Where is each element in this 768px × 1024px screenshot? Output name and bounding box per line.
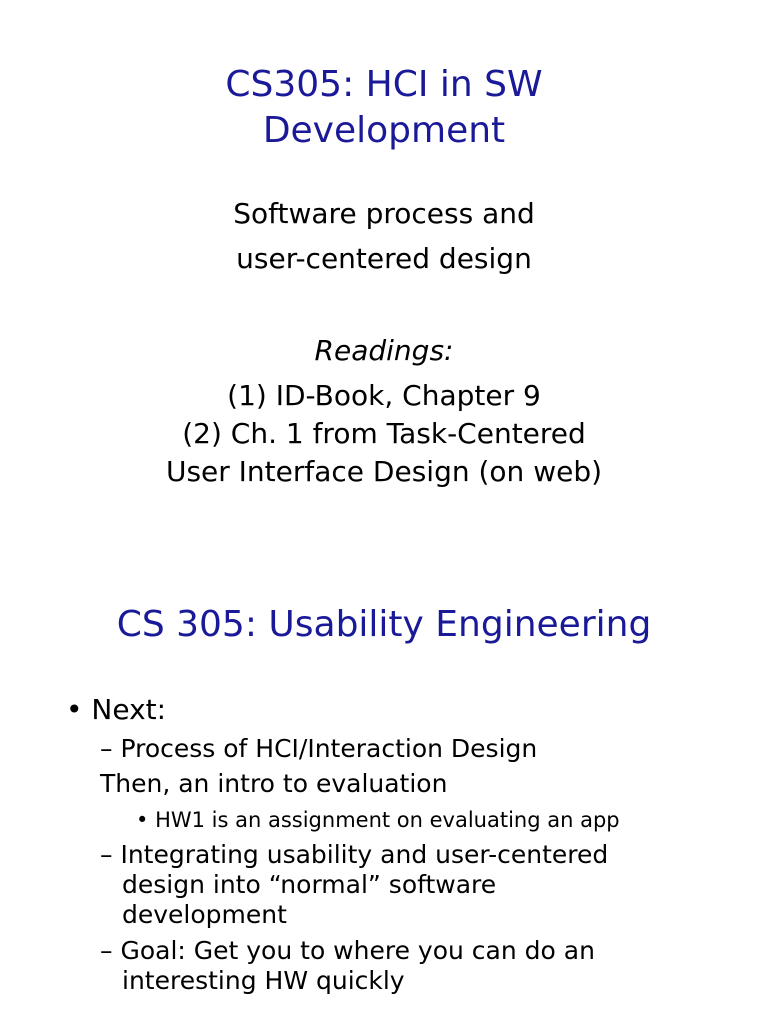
title-line-1: CS305: HCI in SW (225, 64, 543, 105)
reading-line-1: (1) ID-Book, Chapter 9 (227, 379, 541, 412)
reading-line-3: User Interface Design (on web) (165, 455, 603, 488)
bullet-next (66, 692, 166, 728)
next-label: Next: (91, 693, 167, 726)
sub-item-process-text: Process of HCI/Interaction Design (120, 734, 538, 763)
title-line-2: Development (262, 110, 506, 151)
subtitle-line-2: user-centered design (236, 242, 532, 275)
sub-item-evaluation: Then, an intro to evaluation (100, 769, 448, 798)
subtitle-line-1: Software process and (233, 197, 535, 230)
bullet-marker: • (66, 693, 83, 726)
sub-item-goal-line-2: interesting HW quickly (122, 966, 405, 995)
dash-marker: – (100, 734, 113, 763)
sub-item-goal-line-1: Goal: Get you to where you can do an (120, 936, 595, 965)
sub-item-process (100, 734, 537, 764)
dash-marker: – (100, 936, 113, 965)
reading-line-2: (2) Ch. 1 from Task-Centered (182, 417, 586, 450)
sub-item-integrating-line-2: design into “normal” software (122, 870, 497, 899)
sub-item-integrating (100, 840, 608, 870)
sub-sub-item-hw1-text: HW1 is an assignment on evaluating an app (155, 808, 620, 832)
bullet-marker: • (136, 808, 149, 832)
readings-heading: Readings: (314, 334, 454, 367)
sub-item-integrating-line-3: development (122, 900, 287, 929)
sub-item-goal (100, 936, 595, 966)
slide-2 (0, 540, 768, 1024)
slide-1-title (0, 62, 768, 154)
sub-item-integrating-line-1: Integrating usability and user-centered (120, 840, 609, 869)
sub-sub-item-hw1 (136, 807, 620, 833)
slide-2-title: CS 305: Usability Engineering (116, 604, 652, 645)
dash-marker: – (100, 840, 113, 869)
